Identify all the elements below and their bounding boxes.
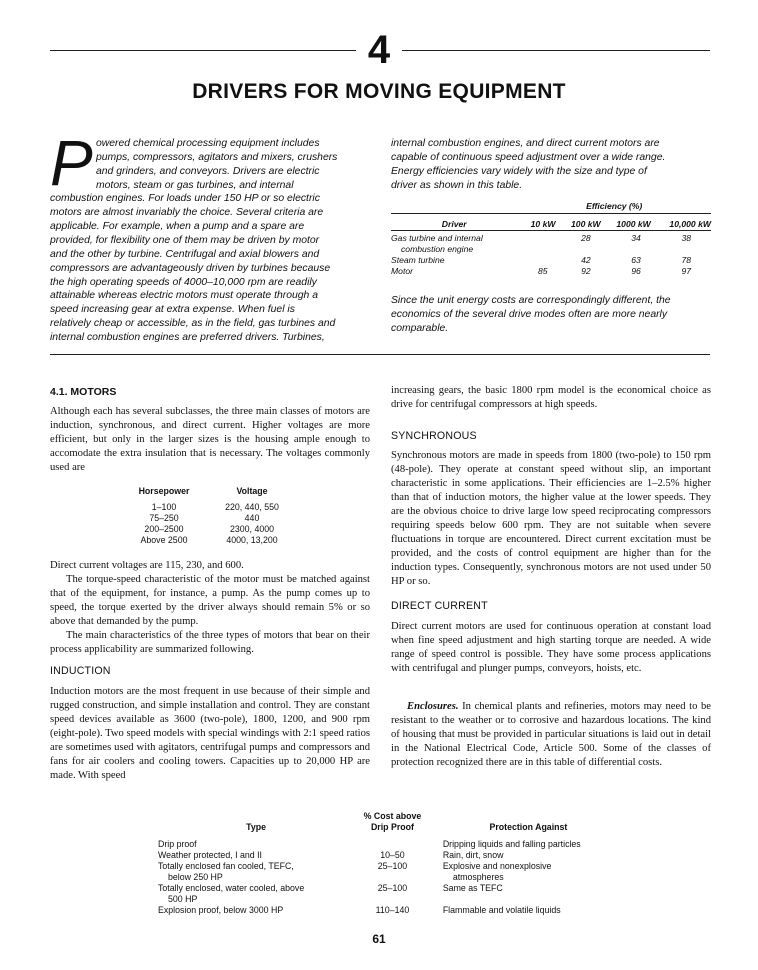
prot-cost-cell xyxy=(354,839,431,850)
eff-driver-name: Steam turbine xyxy=(391,255,445,265)
voltage-value-cell: 4000, 13,200 xyxy=(226,535,278,545)
prot-type-cont: below 250 HP xyxy=(168,872,223,882)
intro-line: and grinders, and conveyors. Drivers are electric xyxy=(96,165,320,177)
intro-line: motors, steam or gas turbines, and internal xyxy=(96,179,294,191)
paragraph: increasing gears, the basic 1800 rpm model is the economical choice as drive for centrifugal compressors at high speeds. xyxy=(391,385,711,410)
right-column-enclosures xyxy=(391,700,711,770)
protection-row xyxy=(158,883,618,905)
intro-line: speed increasing gear at extra expense. When fuel is xyxy=(50,304,295,316)
eff-value-cell: 96 xyxy=(631,266,641,276)
protection-row xyxy=(158,850,618,861)
intro-line: relatively cheap or accessible, as in the field, gas turbines and xyxy=(50,318,336,330)
prot-type: Totally enclosed, water cooled, above xyxy=(158,883,305,893)
prot-protection: Rain, dirt, snow xyxy=(442,850,504,860)
enclosures-lead: Enclosures. xyxy=(407,701,459,712)
paragraph-enclosures: Enclosures. In chemical plants and refineries, motors may need to be resistant to the weather or to corrosive and hazardous locations. The kind of housing that must be provided in particular situations is laid out in detail in the National Electrical Code, Article 500. Some of the classes of protection recognized there are in this table of differential costs. xyxy=(391,701,711,768)
right-column-dc xyxy=(391,620,711,676)
eff-driver-name: Motor xyxy=(391,266,413,276)
left-column-middle xyxy=(50,559,370,657)
paragraph: Direct current motors are used for continuous operation at constant load when fine speed adjustment and high starting torque are needed. A wide range of speed control is possible. They have some process applications with centrifugal and plunger pumps, conveyors, hoists, etc. xyxy=(391,621,711,674)
chapter-title: DRIVERS FOR MOVING EQUIPMENT xyxy=(192,80,566,103)
right-column-top xyxy=(391,384,711,412)
eff-driver-name: Gas turbine and internal xyxy=(391,233,483,243)
efficiency-group-header: Efficiency (%) xyxy=(586,201,643,211)
right-column-middle xyxy=(391,449,711,589)
intro-closing-line: Since the unit energy costs are correspondingly different, the xyxy=(391,295,671,306)
eff-value-cell: 85 xyxy=(537,266,548,276)
voltage-row xyxy=(124,524,300,535)
prot-cost-cell: 25–100 xyxy=(377,861,408,871)
prot-type-cell xyxy=(158,839,354,850)
prot-cost-cell: 10–50 xyxy=(380,850,405,860)
left-column-top xyxy=(50,405,370,475)
eff-value-cell xyxy=(517,233,555,255)
eff-value-cell: 42 xyxy=(581,255,591,265)
intro-line: Energy efficiencies vary widely with the size and type of xyxy=(391,165,647,177)
intro-line: pumps, compressors, agitators and mixers, crushers xyxy=(96,151,338,163)
protection-table xyxy=(158,811,618,916)
intro-closing-line: comparable. xyxy=(391,322,449,334)
protection-row xyxy=(158,839,618,850)
prot-protection: Same as TEFC xyxy=(442,883,503,893)
eff-col-10kw: 10 kW xyxy=(530,219,556,229)
intro-closing-line: economics of the several drive modes often are more nearly xyxy=(391,308,668,320)
eff-value-cell: 97 xyxy=(681,266,691,276)
voltage-col-horsepower: Horsepower xyxy=(138,486,190,496)
voltage-value-cell: 440 xyxy=(244,513,260,523)
prot-protection: Explosive and nonexplosive xyxy=(442,861,552,871)
left-column-bottom xyxy=(50,685,370,783)
subheading-direct-current: DIRECT CURRENT xyxy=(391,600,488,612)
paragraph: The torque-speed characteristic of the motor must be matched against that of the equipment, for instance, a pump. As the pump comes up to speed, the torque exerted by the driver always should remain 5% or so above that demanded by the pump. xyxy=(50,574,370,627)
prot-col-protection: Protection Against xyxy=(489,822,568,832)
page-number: 61 xyxy=(372,932,386,946)
eff-value-cell: 38 xyxy=(681,233,691,243)
intro-line: provided, for flexibility one of them may be driven by motor xyxy=(50,234,320,246)
voltage-row xyxy=(124,513,300,524)
intro-line: owered chemical processing equipment includes xyxy=(96,138,320,149)
eff-col-10000kw: 10,000 kW xyxy=(669,219,711,229)
voltage-table xyxy=(124,486,300,546)
paragraph: Direct current voltages are 115, 230, and 600. xyxy=(50,560,244,571)
intro-line: and the other by turbine. Centrifugal and axial blowers and xyxy=(50,248,320,260)
eff-col-1000kw: 1000 kW xyxy=(616,219,651,229)
eff-driver-cell xyxy=(391,255,517,266)
prot-type-cell xyxy=(158,883,354,905)
eff-col-driver: Driver xyxy=(441,219,467,229)
prot-protection-cell xyxy=(431,905,618,916)
voltage-row xyxy=(124,535,300,546)
prot-protection: Dripping liquids and falling particles xyxy=(442,839,581,849)
section-heading-motors: 4.1. MOTORS xyxy=(50,386,117,398)
prot-protection-cell xyxy=(431,861,618,883)
voltage-col-voltage: Voltage xyxy=(236,486,268,496)
protection-row xyxy=(158,861,618,883)
prot-protection-cell xyxy=(431,839,618,850)
header-rule-left xyxy=(50,50,356,51)
eff-value-cell xyxy=(517,255,555,266)
voltage-hp-cell: 200–2500 xyxy=(144,524,184,534)
eff-driver-name-cont: combustion engine xyxy=(401,244,474,254)
intro-line: internal combustion engines, and direct current motors are xyxy=(391,138,660,149)
drop-cap: P xyxy=(50,127,93,199)
voltage-value-cell: 2300, 4000 xyxy=(229,524,275,534)
prot-col-cost: % Cost above xyxy=(363,811,422,821)
prot-type-cell xyxy=(158,905,354,916)
prot-cost-cell: 25–100 xyxy=(377,883,408,893)
voltage-row xyxy=(124,502,300,513)
prot-cost-cell: 110–140 xyxy=(375,905,410,915)
prot-protection-cell xyxy=(431,850,618,861)
efficiency-row xyxy=(391,233,711,255)
eff-value-cell: 92 xyxy=(581,266,591,276)
eff-col-100kw: 100 kW xyxy=(571,219,601,229)
voltage-hp-cell: Above 2500 xyxy=(140,535,188,545)
eff-value-cell: 63 xyxy=(631,255,641,265)
voltage-hp-cell: 1–100 xyxy=(151,502,177,512)
prot-type-cell xyxy=(158,861,354,883)
intro-line: compressors are advantageously driven by turbines because xyxy=(50,262,331,274)
protection-row xyxy=(158,905,618,916)
prot-type: Weather protected, I and II xyxy=(158,850,262,860)
voltage-value-cell: 220, 440, 550 xyxy=(225,502,279,512)
prot-protection-cont: atmospheres xyxy=(452,872,504,882)
intro-line: applicable. For example, when a pump and a spare are xyxy=(50,221,305,233)
eff-driver-cell xyxy=(391,266,517,277)
prot-protection: Flammable and volatile liquids xyxy=(442,905,561,915)
subheading-synchronous: SYNCHRONOUS xyxy=(391,430,477,442)
intro-line: motors are almost invariably the choice. Several criteria are xyxy=(50,207,324,219)
eff-driver-cell xyxy=(391,233,517,255)
paragraph: Although each has several subclasses, the three main classes of motors are induction, synchronous, and direct current. Higher voltages are more efficient, but only in the larger sizes is the housing ample enough to accomodate the extra insulation that is necessary. The voltages commonly used are xyxy=(50,406,370,473)
prot-type: Totally enclosed fan cooled, TEFC, xyxy=(158,861,294,871)
paragraph: The main characteristics of the three types of motors that bear on their process applicability are summarized following. xyxy=(50,630,370,655)
intro-line: driver as shown in this table. xyxy=(391,179,523,191)
efficiency-row xyxy=(391,266,711,277)
prot-type: Explosion proof, below 3000 HP xyxy=(158,905,284,915)
efficiency-row xyxy=(391,255,711,266)
header-rule-right xyxy=(402,50,710,51)
voltage-hp-cell: 75–250 xyxy=(149,513,179,523)
eff-value-cell: 28 xyxy=(581,233,591,243)
prot-protection-cell xyxy=(431,883,618,905)
efficiency-table xyxy=(391,201,711,277)
intro-line: the high operating speeds of 4000–10,000 rpm are readily xyxy=(50,276,317,288)
prot-type: Drip proof xyxy=(158,839,197,849)
eff-value-cell: 78 xyxy=(681,255,691,265)
intro-line: internal combustion engines are preferred drivers. Turbines, xyxy=(50,331,325,343)
section-divider xyxy=(50,354,710,355)
subheading-induction: INDUCTION xyxy=(50,665,111,677)
paragraph: Synchronous motors are made in speeds from 1800 (two-pole) to 150 rpm (48-pole). They operate at constant speed without slip, an important characteristic in some applications. Their efficiencies are 1–2.5% higher than that of induction motors, the higher value at the lower speeds. They are the obvious choice to drive large low speed reciprocating compressors requiring speeds below 600 rpm. They are not suitable when severe fluctuations in torque are encountered. Direct current excitation must be provided, and the costs of control equipment are higher than for the induction types. Consequently, synchronous motors are not used under 50 HP or so. xyxy=(391,450,711,587)
prot-type-cell xyxy=(158,850,354,861)
intro-line: capable of continuous speed adjustment over a wide range. xyxy=(391,151,666,163)
intro-line: combustion engines. For loads under 150 HP or so electric xyxy=(50,193,320,205)
chapter-number: 4 xyxy=(367,28,391,72)
eff-value-cell: 34 xyxy=(631,233,641,243)
prot-col-type: Type xyxy=(246,822,266,832)
prot-col-cost2: Drip Proof xyxy=(370,822,414,832)
paragraph: Induction motors are the most frequent in use because of their simple and rugged construction, and simple installation and control. They are constant speed devices available as 3600 (two-pole), 1800, 1200, and 900 rpm (eight-pole). Two speed models with special windings with 2:1 speed ratios are sometimes used with agitators, centrifugal pumps and compressors and fans for air coolers and cooling towers. Capacities up to 20,000 HP are made. With speed xyxy=(50,686,370,781)
intro-line: attainable whereas electric motors must operate through a xyxy=(50,290,318,302)
prot-type-cont: 500 HP xyxy=(168,894,198,904)
